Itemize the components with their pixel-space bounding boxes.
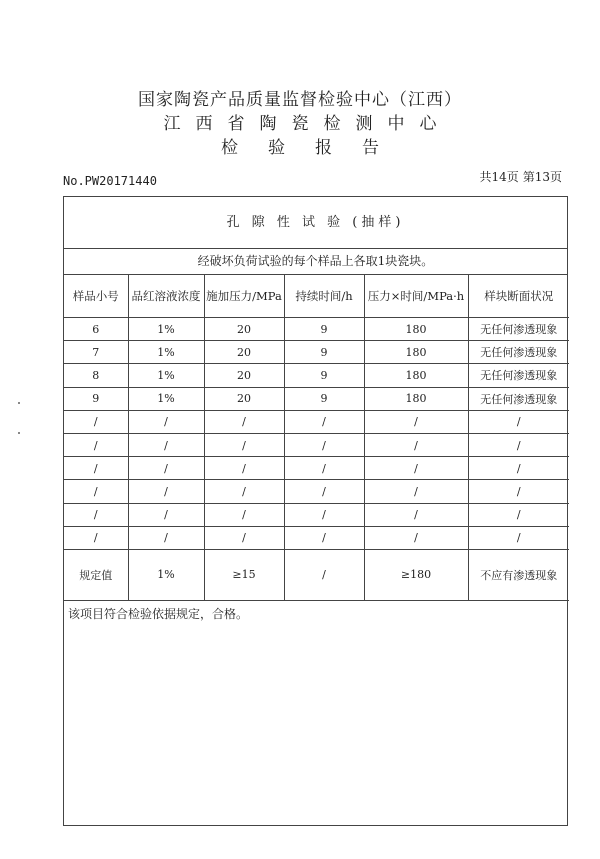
table-cell: 1%: [128, 318, 204, 341]
section-title: 孔 隙 性 试 验 (抽样): [64, 197, 567, 249]
scan-mark: [18, 402, 20, 404]
col-header: 持续时间/h: [284, 275, 364, 318]
center-name: 国家陶瓷产品质量监督检验中心（江西）: [138, 90, 462, 110]
table-row: [64, 387, 569, 410]
table-cell: /: [468, 526, 569, 549]
table-cell: /: [468, 410, 569, 433]
spec-row: [64, 549, 569, 600]
table-row: [64, 433, 569, 456]
conclusion: 该项目符合检验依据规定，合格。: [68, 606, 249, 621]
table-cell: 180: [364, 364, 468, 387]
table-cell: /: [468, 480, 569, 503]
table-cell: /: [364, 480, 468, 503]
table-cell: /: [128, 526, 204, 549]
spec-cell: ≥180: [364, 549, 468, 600]
spec-cell: ≥15: [204, 549, 284, 600]
table-cell: 1%: [128, 387, 204, 410]
col-header: 压力×时间/MPa·h: [364, 275, 468, 318]
spec-cell: /: [284, 549, 364, 600]
col-header: 施加压力/MPa: [204, 275, 284, 318]
table-cell: 8: [64, 364, 128, 387]
table-cell: 180: [364, 387, 468, 410]
table-cell: 9: [64, 387, 128, 410]
table-cell: /: [128, 480, 204, 503]
table-cell: /: [204, 480, 284, 503]
table-cell: /: [364, 410, 468, 433]
table-cell: /: [284, 480, 364, 503]
table-cell: /: [64, 457, 128, 480]
table-cell: /: [364, 433, 468, 456]
table-cell: 20: [204, 341, 284, 364]
page-info: [475, 168, 562, 185]
table-row: [64, 526, 569, 549]
table-cell: 无任何渗透现象: [468, 364, 569, 387]
table-cell: /: [64, 433, 128, 456]
table-row: [64, 503, 569, 526]
table-row: [64, 364, 569, 387]
table-cell: /: [204, 433, 284, 456]
table-cell: /: [468, 503, 569, 526]
col-header: 品红溶液浓度: [128, 275, 204, 318]
table-cell: /: [284, 433, 364, 456]
table-cell: 180: [364, 318, 468, 341]
table-row: [64, 457, 569, 480]
table-cell: /: [204, 503, 284, 526]
table-cell: /: [284, 410, 364, 433]
table-row: [64, 341, 569, 364]
scan-mark: [18, 432, 20, 434]
col-header: 样块断面状况: [468, 275, 569, 318]
table-cell: /: [204, 526, 284, 549]
col-header: 样品小号: [64, 275, 128, 318]
table-cell: /: [204, 457, 284, 480]
table-cell: /: [64, 503, 128, 526]
table-cell: 180: [364, 341, 468, 364]
spec-cell: 1%: [128, 549, 204, 600]
spec-cell: 不应有渗透现象: [468, 549, 569, 600]
table-cell: /: [128, 410, 204, 433]
table-cell: 无任何渗透现象: [468, 318, 569, 341]
page-current: 第13页: [522, 170, 562, 184]
table-cell: /: [468, 433, 569, 456]
table-cell: 1%: [128, 341, 204, 364]
table-cell: /: [128, 433, 204, 456]
page-total: 共14页: [479, 170, 519, 184]
table-cell: 无任何渗透现象: [468, 341, 569, 364]
section-note: 经破坏负荷试验的每个样品上各取1块瓷块。: [64, 249, 567, 275]
table-cell: /: [64, 410, 128, 433]
table-cell: 6: [64, 318, 128, 341]
table-cell: 7: [64, 341, 128, 364]
table-cell: 9: [284, 387, 364, 410]
table-row: [64, 480, 569, 503]
center-subname: 江西省陶瓷检测中心: [163, 114, 452, 134]
table-cell: 20: [204, 387, 284, 410]
table-cell: /: [364, 503, 468, 526]
table-cell: 20: [204, 318, 284, 341]
table-cell: /: [204, 410, 284, 433]
table-cell: /: [64, 526, 128, 549]
table-cell: 1%: [128, 364, 204, 387]
table-header-row: [64, 275, 569, 318]
table-cell: /: [284, 503, 364, 526]
table-row: [64, 410, 569, 433]
table-cell: /: [364, 526, 468, 549]
table-cell: /: [128, 457, 204, 480]
table-cell: 9: [284, 364, 364, 387]
table-cell: 20: [204, 364, 284, 387]
table-cell: 9: [284, 341, 364, 364]
table-cell: 无任何渗透现象: [468, 387, 569, 410]
table-cell: /: [468, 457, 569, 480]
report-title: 检验报告: [221, 138, 409, 158]
table-cell: /: [364, 457, 468, 480]
test-sheet: [63, 196, 568, 826]
table-cell: /: [64, 480, 128, 503]
table-row: [64, 318, 569, 341]
table-cell: /: [284, 457, 364, 480]
spec-cell: 规定值: [64, 549, 128, 600]
table-cell: 9: [284, 318, 364, 341]
table-cell: /: [128, 503, 204, 526]
report-header: [0, 88, 600, 160]
report-number: No.PW20171440: [63, 174, 157, 188]
results-table: [64, 275, 569, 601]
table-cell: /: [284, 526, 364, 549]
